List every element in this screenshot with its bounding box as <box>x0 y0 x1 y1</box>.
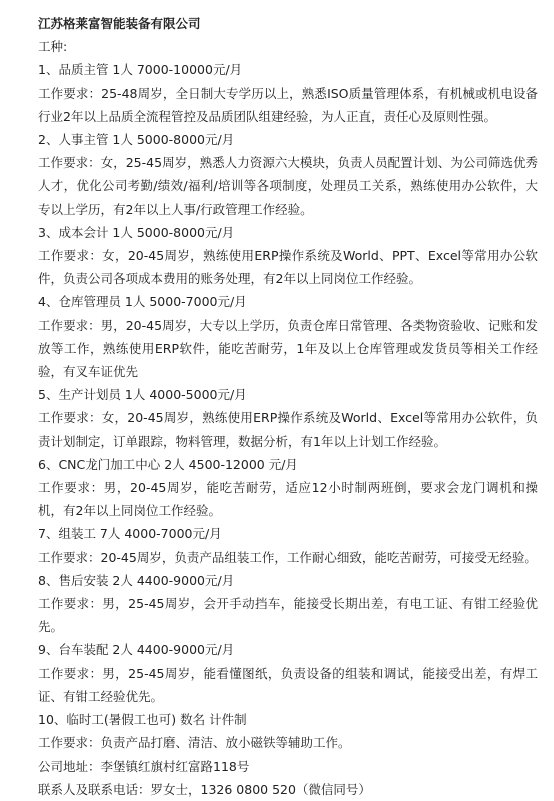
section-label: 工种: <box>38 39 68 55</box>
position-3-title: 3、成本会计 1人 5000-8000元/月 <box>38 224 235 240</box>
position-7-requirement: 工作要求：20-45周岁，负责产品组装工作，工作耐心细致，能吃苦耐劳，可接受无经验。 <box>38 549 537 565</box>
position-8-requirement: 工作要求：男，25-45周岁，会开手动挡车，能接受长期出差，有电工证、有钳工经验优先。 <box>38 596 538 635</box>
company-name: 江苏格莱富智能装备有限公司 <box>38 16 201 31</box>
position-9-title: 9、台车装配 2人 4400-9000元/月 <box>38 642 235 658</box>
position-8-title: 8、售后安装 2人 4400-9000元/月 <box>38 572 235 588</box>
position-4-title: 4、仓库管理员 1人 5000-7000元/月 <box>38 294 247 310</box>
position-9-requirement: 工作要求：男，25-45周岁，能看懂图纸，负责设备的组装和调试，能接受出差，有焊工证、有钳工经验优先。 <box>38 665 538 704</box>
position-4-requirement: 工作要求：男，20-45周岁，大专以上学历，负责仓库日常管理、各类物资验收、记账和发放等工作，熟练使用ERP软件，能吃苦耐劳，1年及以上仓库管理或发货员等相关工作经验，有叉车证优先 <box>38 317 538 380</box>
position-10-title: 10、临时工(暑假工也可) 数名 计件制 <box>38 712 247 728</box>
company-address: 公司地址：李堡镇红旗村红富路118号 <box>38 758 250 774</box>
position-2-requirement: 工作要求：女，25-45周岁，熟悉人力资源六大模块，负责人员配置计划、为公司筛选优秀人才，优化公司考勤/绩效/福利/培训等各项制度，处理员工关系，熟练使用办公软件，大专以上学历，有2年以上人事/行政管理工作经验。 <box>38 155 538 217</box>
contact-info: 联系人及联系电话：罗女士，1326 0800 520（微信同号） <box>38 781 371 797</box>
position-3-requirement: 工作要求：女，20-45周岁，熟练使用ERP操作系统及World、PPT、Excel等常用办公软件，负责公司各项成本费用的账务处理，有2年以上同岗位工作经验。 <box>38 248 538 287</box>
position-6-title: 6、CNC龙门加工中心 2人 4500-12000 元/月 <box>38 456 298 472</box>
position-7-title: 7、组装工 7人 4000-7000元/月 <box>38 526 222 542</box>
position-1-requirement: 工作要求：25-48周岁，全日制大专学历以上，熟悉ISO质量管理体系，有机械或机电设备行业2年以上品质全流程管控及品质团队组建经验，为人正直，责任心及原则性强。 <box>38 85 538 124</box>
position-2-title: 2、人事主管 1人 5000-8000元/月 <box>38 132 235 148</box>
job-posting <box>38 12 538 801</box>
position-5-requirement: 工作要求：女，20-45周岁，熟练使用ERP操作系统及World、Excel等常用办公软件，负责计划制定，订单跟踪，物料管理，数据分析，有1年以上计划工作经验。 <box>38 410 538 449</box>
position-6-requirement: 工作要求：男，20-45周岁，能吃苦耐劳，适应12小时制两班倒，要求会龙门调机和操机，有2年以上同岗位工作经验。 <box>38 480 538 519</box>
position-5-title: 5、生产计划员 1人 4000-5000元/月 <box>38 387 247 403</box>
position-10-requirement: 工作要求：负责产品打磨、清洁、放小磁铁等辅助工作。 <box>38 735 351 751</box>
position-1-title: 1、品质主管 1人 7000-10000元/月 <box>38 62 243 78</box>
